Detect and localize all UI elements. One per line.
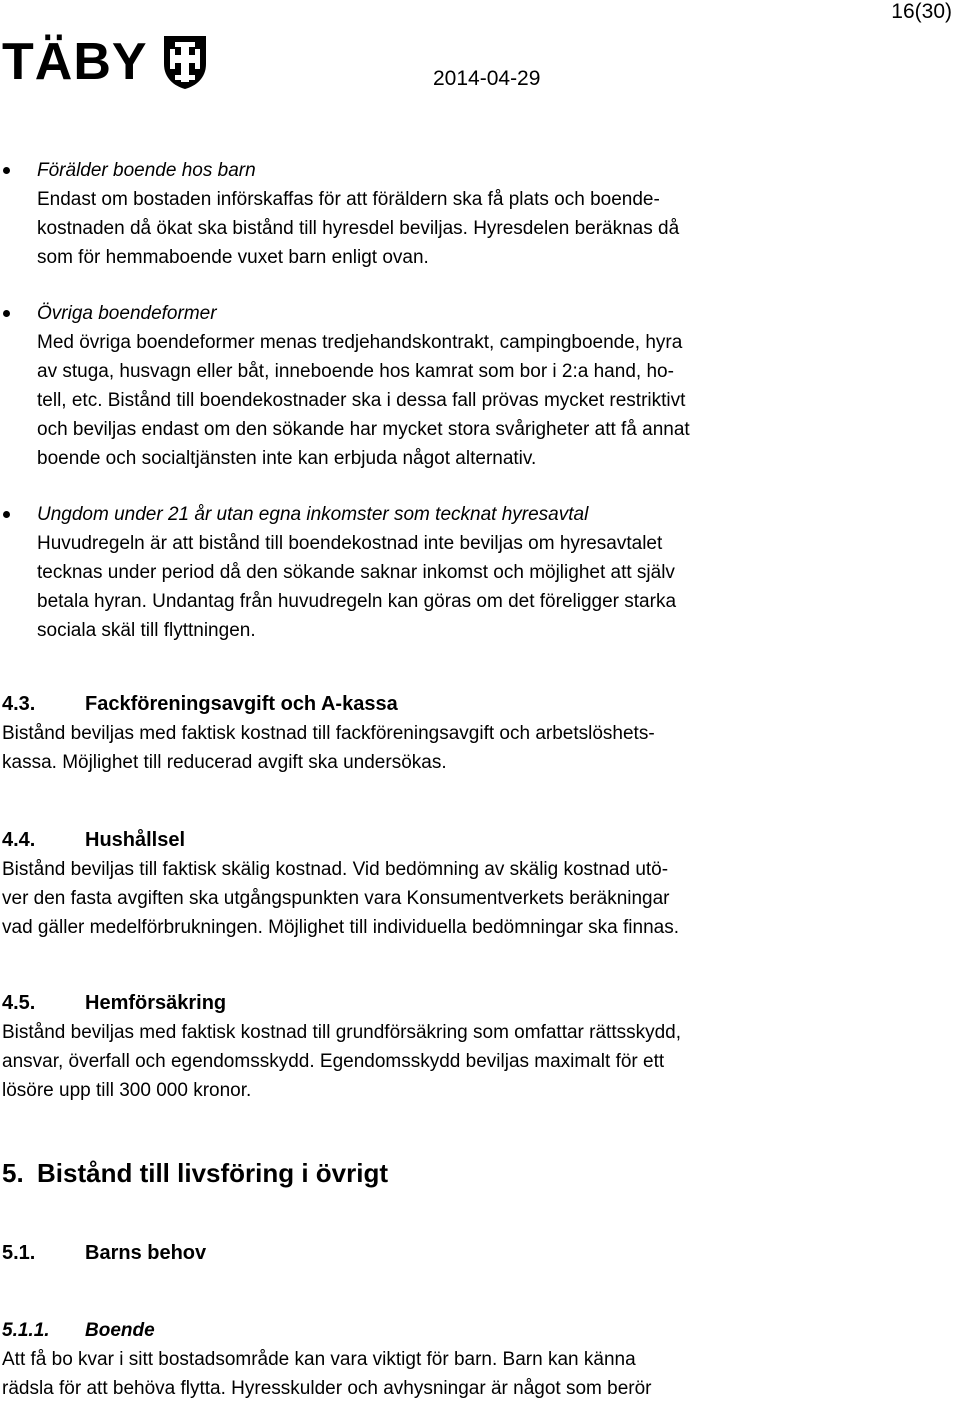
paragraph-line: rädsla för att behöva flytta. Hyresskulder och avhysningar är något som berör — [2, 1378, 652, 1399]
subsubsection-number: 5.1.1. — [2, 1320, 50, 1341]
paragraph-line: Att få bo kvar i sitt bostadsområde kan vara viktigt för barn. Barn kan känna — [2, 1349, 636, 1370]
paragraph-line: av stuga, husvagn eller båt, inneboende hos kamrat som bor i 2:a hand, ho- — [37, 361, 674, 382]
section-heading — [2, 989, 681, 1018]
paragraph-line: Endast om bostaden införskaffas för att föräldern ska få plats och boende- — [37, 189, 660, 210]
bullet-item-other-housing — [37, 299, 690, 473]
bullet-title: Ungdom under 21 år utan egna inkomster som tecknat hyresavtal — [37, 504, 589, 525]
subsubsection-heading — [2, 1316, 652, 1345]
paragraph-line: boende och socialtjänsten inte kan erbjuda något alternativ. — [37, 448, 537, 469]
paragraph-line: ansvar, överfall och egendomsskydd. Egendomsskydd beviljas maximalt för ett — [2, 1051, 665, 1072]
section-number: 4.5. — [2, 992, 36, 1014]
logo-text: TÄBY — [2, 33, 148, 91]
subsection-heading — [2, 1239, 206, 1268]
section-heading — [2, 826, 679, 855]
section-title: Hemförsäkring — [85, 992, 227, 1014]
section-number: 4.4. — [2, 829, 36, 851]
bullet-item-youth-lease — [37, 500, 676, 645]
bullet-title: Övriga boendeformer — [37, 303, 217, 324]
chapter-heading — [2, 1156, 388, 1190]
taby-logo — [2, 32, 208, 92]
subsection-number: 5.1. — [2, 1242, 36, 1264]
paragraph-line: betala hyran. Undantag från huvudregeln kan göras om det föreligger starka — [37, 591, 677, 612]
paragraph-line: kostnaden då ökat ska bistånd till hyresdel beviljas. Hyresdelen beräknas då — [37, 218, 680, 239]
subsection-title: Barns behov — [85, 1242, 207, 1264]
document-date: 2014-04-29 — [433, 67, 541, 90]
paragraph-line: tecknas under period då den sökande saknar inkomst och möjlighet att själv — [37, 562, 675, 583]
section-heading — [2, 690, 655, 719]
bullet-point — [3, 310, 10, 317]
paragraph-line: Med övriga boendeformer menas tredjehandskontrakt, campingboende, hyra — [37, 332, 683, 353]
subsubsection-5-1-1 — [2, 1316, 652, 1403]
page-number: 16(30) — [891, 0, 952, 23]
paragraph-line: som för hemmaboende vuxet barn enligt ovan. — [37, 247, 429, 268]
paragraph-line: sociala skäl till flyttningen. — [37, 620, 256, 641]
section-number: 4.3. — [2, 693, 36, 715]
section-4-4 — [2, 826, 679, 942]
paragraph-line: lösöre upp till 300 000 kronor. — [2, 1080, 252, 1101]
paragraph-line: ver den fasta avgiften ska utgångspunkten vara Konsumentverkets beräkningar — [2, 888, 670, 909]
coat-of-arms-icon — [162, 34, 208, 90]
paragraph-line: Bistånd beviljas med faktisk kostnad till grundförsäkring som omfattar rättsskydd, — [2, 1022, 682, 1043]
paragraph-line: Huvudregeln är att bistånd till boendekostnad inte beviljas om hyresavtalet — [37, 533, 663, 554]
section-title: Hushållsel — [85, 829, 186, 851]
bullet-title: Förälder boende hos barn — [37, 160, 256, 181]
paragraph-line: kassa. Möjlighet till reducerad avgift ska undersökas. — [2, 752, 447, 773]
section-title: Fackföreningsavgift och A-kassa — [85, 693, 398, 715]
bullet-point — [3, 511, 10, 518]
bullet-item-parent-living — [37, 156, 679, 272]
chapter-title: Bistånd till livsföring i övrigt — [37, 1158, 389, 1188]
paragraph-line: tell, etc. Bistånd till boendekostnader ska i dessa fall prövas mycket restriktivt — [37, 390, 686, 411]
paragraph-line: vad gäller medelförbrukningen. Möjlighet till individuella bedömningar ska finnas. — [2, 917, 679, 938]
bullet-point — [3, 167, 10, 174]
paragraph-line: Bistånd beviljas till faktisk skälig kostnad. Vid bedömning av skälig kostnad utö- — [2, 859, 669, 880]
chapter-number: 5. — [2, 1158, 24, 1188]
section-4-3 — [2, 690, 655, 777]
section-4-5 — [2, 989, 681, 1105]
paragraph-line: Bistånd beviljas med faktisk kostnad till fackföreningsavgift och arbetslöshets- — [2, 723, 655, 744]
subsubsection-title: Boende — [85, 1320, 155, 1341]
paragraph-line: och beviljas endast om den sökande har mycket stora svårigheter att få annat — [37, 419, 690, 440]
